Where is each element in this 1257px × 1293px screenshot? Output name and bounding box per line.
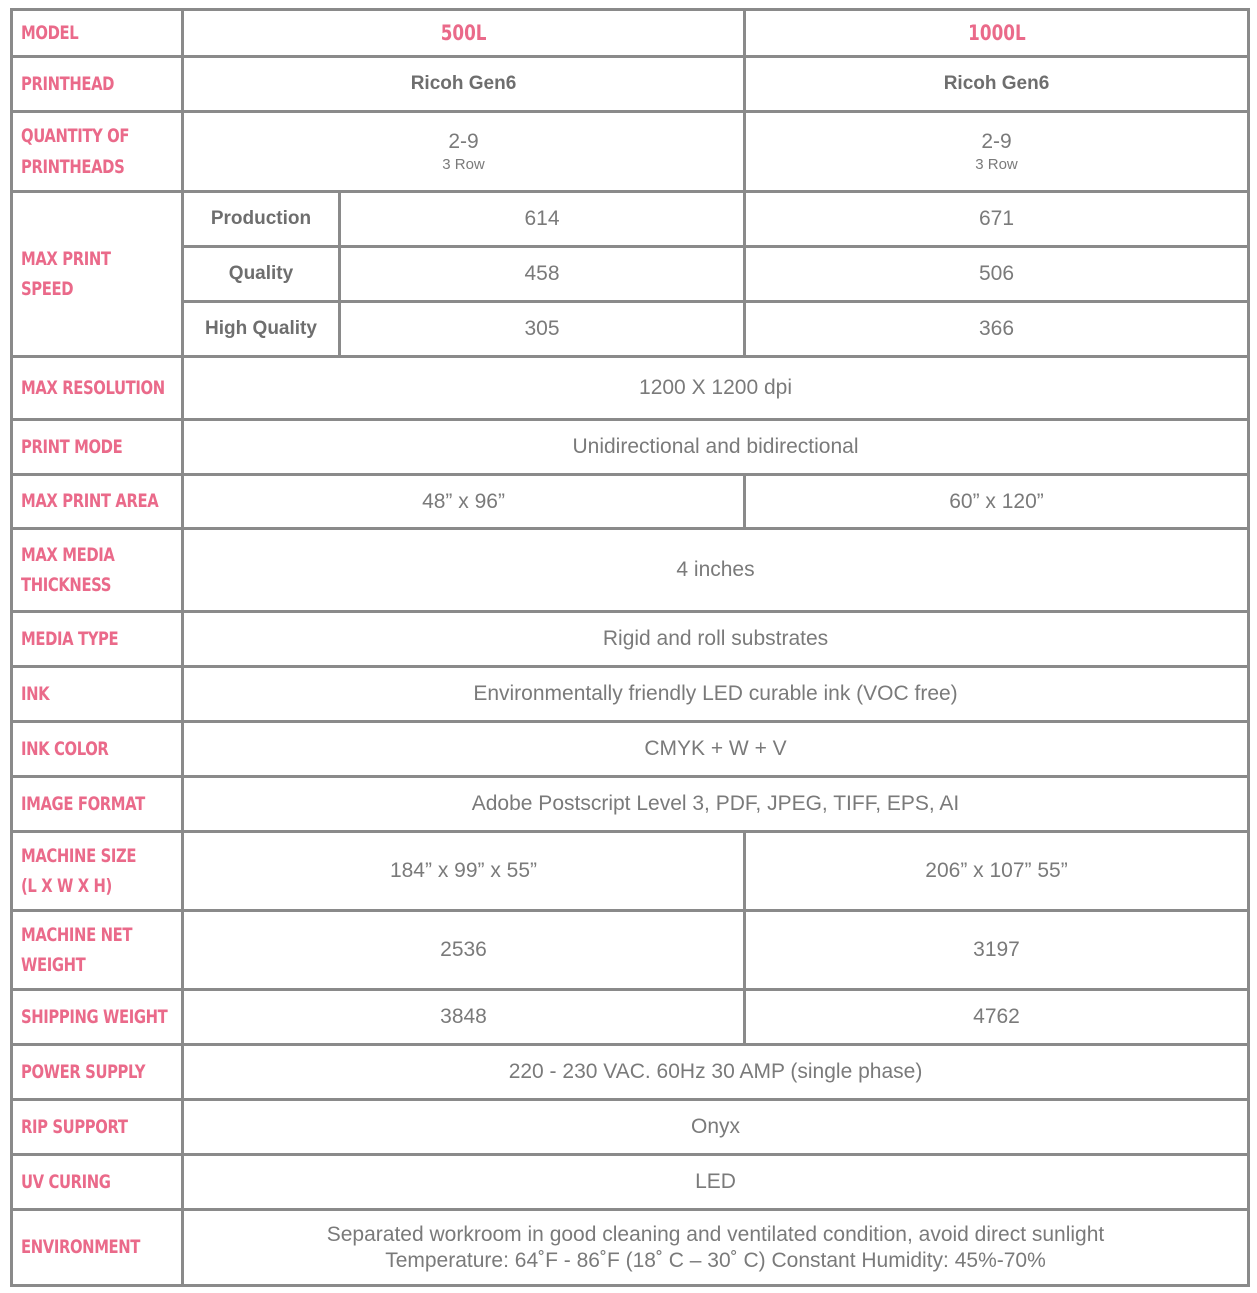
row-ink-color (12, 722, 1249, 777)
row-media-type (12, 612, 1249, 667)
ink-color-value: CMYK + W + V (183, 722, 1249, 777)
speed-high-quality-500l: 305 (340, 302, 745, 357)
label-print-mode: PRINT MODE (12, 420, 183, 475)
speed-quality-500l: 458 (340, 247, 745, 302)
row-media-thickness (12, 529, 1249, 612)
model-500l-header: 500L (183, 10, 745, 57)
net-weight-500l: 2536 (183, 911, 745, 990)
label-image-format: IMAGE FORMAT (12, 777, 183, 832)
speed-production-500l: 614 (340, 192, 745, 247)
media-type-value: Rigid and roll substrates (183, 612, 1249, 667)
machine-size-500l: 184” x 99” x 55” (183, 832, 745, 911)
printhead-500l: Ricoh Gen6 (183, 57, 745, 112)
max-resolution-value: 1200 X 1200 dpi (183, 357, 1249, 420)
rip-support-value: Onyx (183, 1100, 1249, 1155)
speed-mode-quality: Quality (183, 247, 340, 302)
row-print-mode (12, 420, 1249, 475)
label-media-type: MEDIA TYPE (12, 612, 183, 667)
row-speed-high-quality (12, 302, 1249, 357)
row-speed-quality (12, 247, 1249, 302)
row-rip-support (12, 1100, 1249, 1155)
label-net-weight: MACHINE NET WEIGHT (12, 911, 183, 990)
row-max-print-area (12, 475, 1249, 529)
row-net-weight (12, 911, 1249, 990)
row-uv-curing (12, 1155, 1249, 1210)
label-environment: ENVIRONMENT (12, 1210, 183, 1286)
row-max-resolution (12, 357, 1249, 420)
shipping-weight-500l: 3848 (183, 990, 745, 1045)
row-image-format (12, 777, 1249, 832)
label-rip-support: RIP SUPPORT (12, 1100, 183, 1155)
quantity-500l: 2-9 3 Row (183, 112, 745, 192)
row-model (12, 10, 1249, 57)
speed-mode-production: Production (183, 192, 340, 247)
label-max-print-speed: MAX PRINT SPEED (12, 192, 183, 357)
image-format-value: Adobe Postscript Level 3, PDF, JPEG, TIFF, EPS, AI (183, 777, 1249, 832)
printhead-1000l: Ricoh Gen6 (745, 57, 1249, 112)
label-ink: INK (12, 667, 183, 722)
quantity-1000l: 2-9 3 Row (745, 112, 1249, 192)
environment-value (183, 1210, 1249, 1286)
environment-line-2: Temperature: 64˚F - 86˚F (18˚ C – 30˚ C) Constant Humidity: 45%-70% (385, 1248, 1046, 1272)
uv-curing-value: LED (183, 1155, 1249, 1210)
speed-quality-1000l: 506 (745, 247, 1249, 302)
row-speed-production (12, 192, 1249, 247)
label-ink-color: INK COLOR (12, 722, 183, 777)
label-max-print-area: MAX PRINT AREA (12, 475, 183, 529)
shipping-weight-1000l: 4762 (745, 990, 1249, 1045)
label-max-resolution: MAX RESOLUTION (12, 357, 183, 420)
label-quantity: QUANTITY OF PRINTHEADS (12, 112, 183, 192)
row-environment (12, 1210, 1249, 1286)
media-thickness-value: 4 inches (183, 529, 1249, 612)
power-supply-value: 220 - 230 VAC. 60Hz 30 AMP (single phase) (183, 1045, 1249, 1100)
label-power-supply: POWER SUPPLY (12, 1045, 183, 1100)
row-shipping-weight (12, 990, 1249, 1045)
ink-value: Environmentally friendly LED curable ink (VOC free) (183, 667, 1249, 722)
label-machine-size: MACHINE SIZE (L X W X H) (12, 832, 183, 911)
label-model: MODEL (12, 10, 183, 57)
label-shipping-weight: SHIPPING WEIGHT (12, 990, 183, 1045)
print-area-1000l: 60” x 120” (745, 475, 1249, 529)
label-media-thickness: MAX MEDIA THICKNESS (12, 529, 183, 612)
spec-table (10, 8, 1250, 1287)
row-power-supply (12, 1045, 1249, 1100)
label-uv-curing: UV CURING (12, 1155, 183, 1210)
row-printhead (12, 57, 1249, 112)
row-ink (12, 667, 1249, 722)
print-mode-value: Unidirectional and bidirectional (183, 420, 1249, 475)
row-machine-size (12, 832, 1249, 911)
machine-size-1000l: 206” x 107” 55” (745, 832, 1249, 911)
environment-line-1: Separated workroom in good cleaning and ventilated condition, avoid direct sunlight (326, 1223, 1105, 1247)
label-printhead: PRINTHEAD (12, 57, 183, 112)
print-area-500l: 48” x 96” (183, 475, 745, 529)
speed-production-1000l: 671 (745, 192, 1249, 247)
net-weight-1000l: 3197 (745, 911, 1249, 990)
speed-high-quality-1000l: 366 (745, 302, 1249, 357)
speed-mode-high-quality: High Quality (183, 302, 340, 357)
model-1000l-header: 1000L (745, 10, 1249, 57)
row-quantity (12, 112, 1249, 192)
